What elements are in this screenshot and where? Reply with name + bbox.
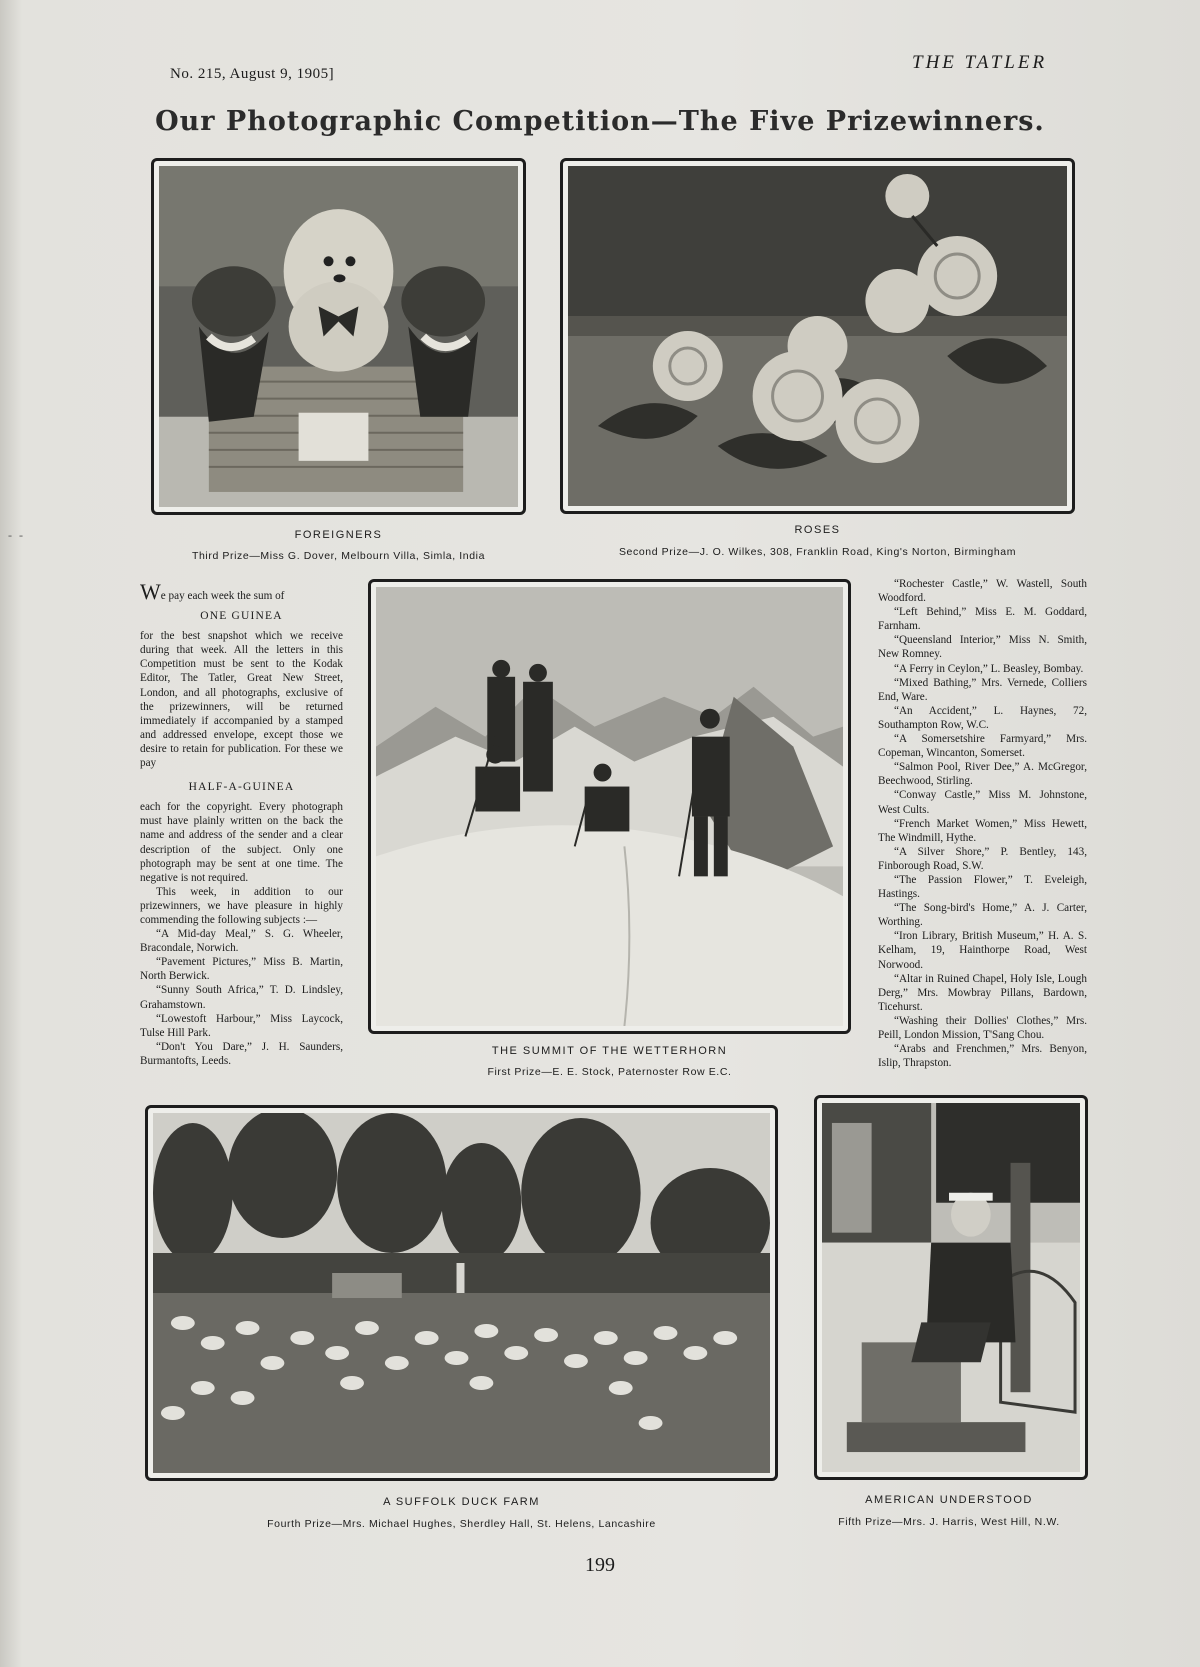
commended-entry: “Mixed Bathing,” Mrs. Vernede, Colliers End, Ware. (878, 676, 1087, 703)
commended-entry: “The Passion Flower,” T. Eveleigh, Hastings. (878, 873, 1087, 901)
issue-line: No. 215, August 9, 1905] (170, 66, 335, 82)
commended-entry: “Left Behind,” Miss E. M. Goddard, Farnham. (878, 606, 1087, 633)
copyright-paragraph: each for the copyright. Every photograph must have plainly written on the back the name and address of the sender and a clear description of the subject. Only one photograph may be sent at one time. The negative is not required. (140, 801, 343, 884)
magazine-name: THE TATLER (912, 52, 1048, 73)
photo-foreigners (151, 158, 526, 515)
photo-wetterhorn (368, 579, 851, 1034)
right-text-column (878, 577, 1087, 1070)
commended-entry: “Queensland Interior,” Miss N. Smith, New Romney. (878, 634, 1087, 661)
commended-entry: “Rochester Castle,” W. Wastell, South Woodford. (878, 578, 1087, 605)
left-text-column (140, 579, 343, 1068)
caption-title-duck-farm: A SUFFOLK DUCK FARM (383, 1496, 540, 1508)
drop-cap: W (140, 579, 161, 604)
commended-entry: “A Ferry in Ceylon,” L. Beasley, Bombay. (894, 662, 1084, 675)
caption-credit-roses: Second Prize—J. O. Wilkes, 308, Franklin Road, King's Norton, Birmingham (618, 546, 1017, 558)
caption-credit-wetterhorn: First Prize—E. E. Stock, Paternoster Row E.C. (487, 1066, 732, 1078)
commended-entry: “A Mid-day Meal,” S. G. Wheeler, Bracondale, Norwich. (140, 928, 343, 955)
photo-duck-farm (145, 1105, 778, 1481)
commended-entry: “An Accident,” L. Haynes, 72, Southampton Row, W.C. (878, 704, 1087, 731)
roses-image (568, 166, 1067, 506)
binding-mark: - - (8, 528, 25, 542)
intro-text: e pay each week the sum of (160, 590, 285, 602)
commended-entry: “Arabs and Frenchmen,” Mrs. Benyon, Islip, Thrapston. (878, 1043, 1087, 1070)
caption-title-american: AMERICAN UNDERSTOOD (865, 1494, 1033, 1506)
commended-entry: “Washing their Dollies' Clothes,” Mrs. Peill, London Mission, T'Sang Chou. (878, 1014, 1087, 1041)
intro-paragraph (140, 579, 343, 604)
caption-credit-duck-farm: Fourth Prize—Mrs. Michael Hughes, Sherdley Hall, St. Helens, Lancashire (267, 1518, 656, 1530)
commended-entry: “French Market Women,” Miss Hewett, The Windmill, Hythe. (878, 817, 1087, 844)
commended-entry: “Lowestoft Harbour,” Miss Laycock, Tulse Hill Park. (140, 1012, 343, 1039)
commended-intro: This week, in addition to our prizewinners, we have pleasure in highly commending the following subjects :— (140, 885, 343, 926)
page-title: Our Photographic Competition—The Five Prizewinners. (155, 106, 1045, 137)
commended-entry: “Altar in Ruined Chapel, Holy Isle, Lough Derg,” Mrs. Mowbray Pillans, Bardown, Ticehurst. (878, 972, 1087, 1013)
caption-credit-american: Fifth Prize—Mrs. J. Harris, West Hill, N.W. (838, 1516, 1060, 1528)
caption-title-roses: ROSES (794, 524, 841, 536)
photo-american-understood (814, 1095, 1088, 1480)
caption-title-wetterhorn: THE SUMMIT OF THE WETTERHORN (491, 1045, 728, 1057)
duck-farm-image (153, 1113, 770, 1473)
commended-entry: “Iron Library, British Museum,” H. A. S. Kelham, 19, Hainthorpe Road, West Norwood. (878, 930, 1087, 971)
dogs-in-basket-image (159, 166, 518, 507)
caption-title-foreigners: FOREIGNERS (294, 529, 383, 541)
caption-credit-foreigners: Third Prize—Miss G. Dover, Melbourn Villa, Simla, India (191, 550, 486, 562)
one-guinea-heading: ONE GUINEA (200, 610, 283, 623)
commended-entry: “Pavement Pictures,” Miss B. Martin, North Berwick. (140, 956, 343, 983)
commended-entry: “Conway Castle,” Miss M. Johnstone, West Cults. (878, 789, 1087, 816)
mountaineers-summit-image (376, 587, 843, 1026)
seated-man-image (822, 1103, 1080, 1472)
commended-entry: “A Silver Shore,” P. Bentley, 143, Finborough Road, S.W. (878, 845, 1087, 872)
rules-paragraph: for the best snapshot which we receive during that week. All the letters in this Competition must be sent to the Kodak Editor, The Tatler, Great New Street, London, and all photographs, exclusive of the prizewinners, will be returned immediately if accompanied by a stamped and addressed envelope, except those we desire to retain for publication. For these we pay (140, 630, 343, 770)
commended-entry: “A Somersetshire Farmyard,” Mrs. Copeman, Wincanton, Somerset. (878, 733, 1087, 760)
commended-entry: “Don't You Dare,” J. H. Saunders, Burmantofts, Leeds. (140, 1040, 343, 1067)
page-number: 199 (585, 1554, 615, 1576)
commended-entry: “The Song-bird's Home,” A. J. Carter, Worthing. (878, 902, 1087, 929)
commended-entry: “Salmon Pool, River Dee,” A. McGregor, Beechwood, Stirling. (878, 761, 1087, 788)
commended-entry: “Sunny South Africa,” T. D. Lindsley, Grahamstown. (140, 984, 343, 1011)
half-guinea-heading: HALF-A-GUINEA (188, 781, 295, 794)
photo-roses (560, 158, 1075, 514)
